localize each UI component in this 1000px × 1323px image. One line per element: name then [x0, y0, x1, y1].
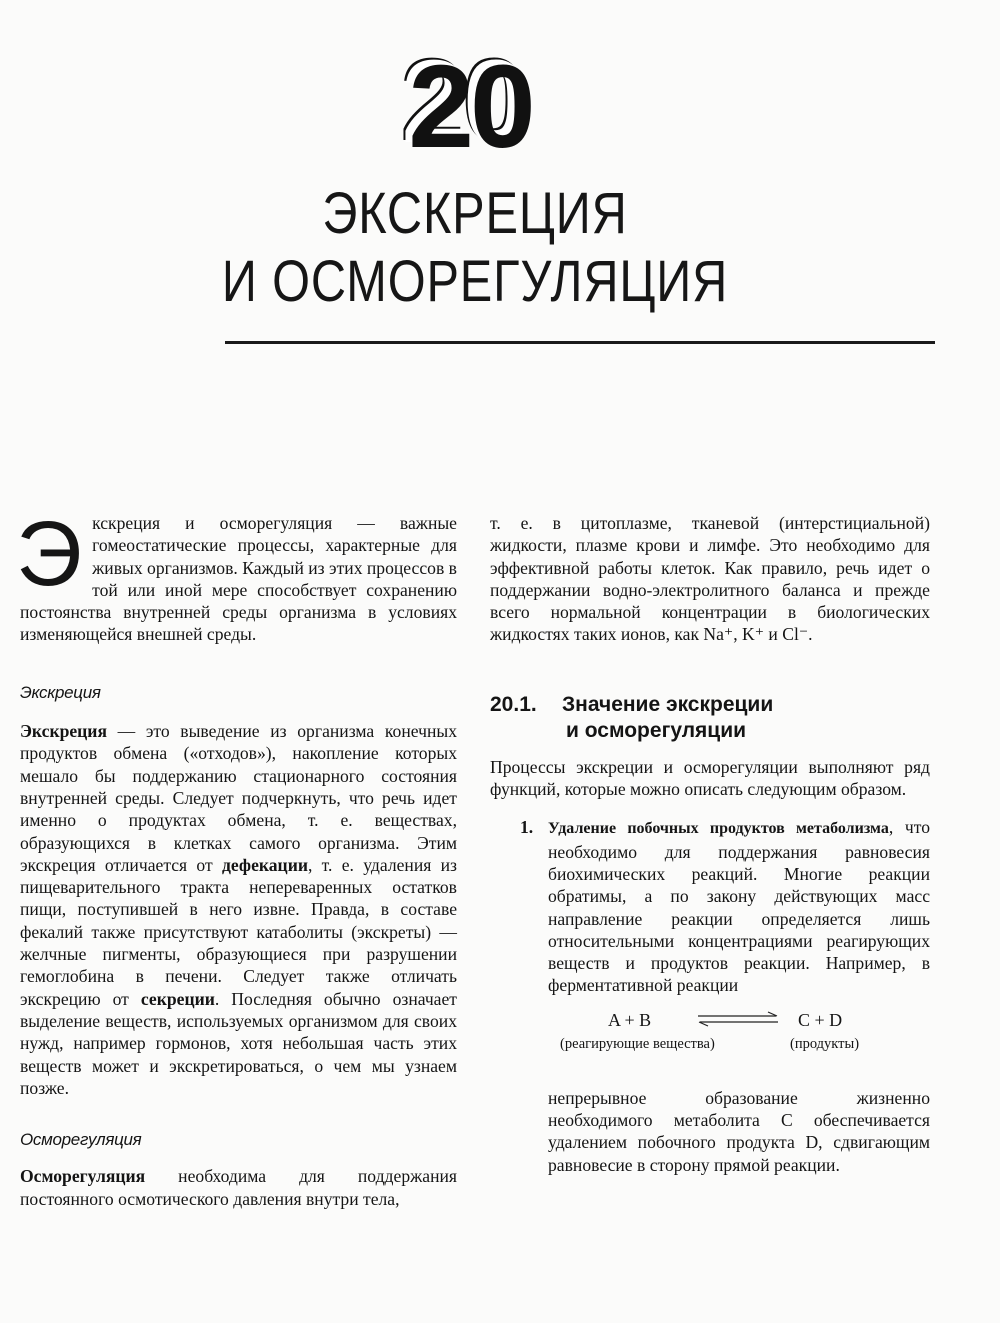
list-item-text: , что необходимо для поддержания равновесия биохимических реакций. Многие реакции обратимы, а по закону действующих масс направление реакции определяется лишь относительными концентрациями реагирующих веществ и продуктов реакции. Например, в ферментативной реакции — [548, 817, 931, 996]
intro-paragraph — [16, 503, 457, 646]
excretion-term: Экскреция — [20, 721, 107, 742]
section-heading — [490, 692, 930, 744]
list-item — [490, 816, 930, 996]
chapter-number: 20 — [408, 41, 532, 173]
excretion-text-1: — это выведение из организма конечных продуктов обмена («отходов»), накопление которых мешало бы поддержанию стационарного состояния внутренней среды. Следует подчеркнуть, что речь идет именно о продуктах обмена, т. е. веществах, образующихся в клетках самого организма. Этим экскреция отличается от — [20, 721, 457, 875]
title-rule — [225, 341, 935, 344]
list-item-title: Удаление побочных продуктов метаболизма — [548, 820, 889, 838]
section-intro: Процессы экскреции и осморегуляции выполняют ряд функций, которые можно описать следующим образом. — [490, 756, 930, 800]
excretion-text-3: . Последняя обычно означает выделение веществ, используемых организмом для своих нужд, например гормонов, хотя небольшая часть этих веществ может и экскретироваться, о чем мы узнаем позже. — [20, 988, 457, 1098]
osmoregulation-continuation: т. е. в цитоплазме, тканевой (интерстициальной) жидкости, плазме крови и лимфе. Это необходимо для эффективной работы клеток. Как правило, речь идет о поддержании водно-электролитного баланса и прежде всего нормальной концентрации в биологических жидкостях таких ионов, как Na⁺, K⁺ и Cl⁻. — [490, 513, 930, 645]
section-title-line-1: Значение экскреции — [562, 692, 774, 716]
formula-products-label: (продукты) — [790, 1035, 860, 1052]
osmoregulation-text: необходима для поддержания постоянного осмотического давления внутри тела, — [20, 1166, 457, 1209]
right-column — [490, 512, 930, 1176]
excretion-text-2: , т. е. удаления из пищеварительного тракта непереваренных остатков пищи, поступившей в него извне. Правда, в составе фекалий также присутствуют катаболиты (экскреты) — желчные пигменты, образующиеся при разрушении гемоглобина в печени. Следует также отличать экскрецию от — [20, 854, 458, 1009]
reaction-formula — [490, 1005, 930, 1069]
list-item-marker: 1. — [520, 817, 534, 838]
formula-products: C + D — [798, 1009, 843, 1030]
osmoregulation-paragraph — [20, 1165, 457, 1210]
drop-cap: Э — [16, 503, 83, 605]
defecation-term: дефекации — [221, 854, 308, 875]
chapter-title-line-1: ЭКСКРЕЦИЯ — [322, 181, 628, 246]
excretion-paragraph — [20, 720, 457, 1099]
excretion-subheading: Экскреция — [20, 682, 101, 702]
secretion-term: секреции — [140, 988, 215, 1009]
intro-text: кскреция и осморегуляция — важные гомеостатические процессы, характерные для живых организмов. Каждый из этих процессов в той или иной мере способствует сохранению постоянства внутренней среды организма в условиях изменяющейся внешней среды. — [20, 513, 457, 645]
after-formula-paragraph: непрерывное образование жизненно необходимого метаболита C обеспечивается удалением побочного продукта D, сдвигающим равновесие в сторону прямой реакции. — [548, 1087, 930, 1175]
osmoregulation-subheading: Осморегуляция — [20, 1130, 142, 1150]
section-number: 20.1. — [490, 692, 537, 716]
osmoregulation-term: Осморегуляция — [20, 1166, 146, 1187]
chapter-title-line-2: И ОСМОРЕГУЛЯЦИЯ — [221, 249, 729, 314]
equilibrium-arrow-icon — [696, 1011, 780, 1027]
chapter-title — [76, 180, 874, 316]
section-title-line-2: и осморегуляции — [566, 718, 747, 742]
formula-reactants-label: (реагирующие вещества) — [560, 1035, 715, 1052]
left-column — [16, 503, 458, 1210]
formula-reactants: A + B — [608, 1009, 652, 1030]
